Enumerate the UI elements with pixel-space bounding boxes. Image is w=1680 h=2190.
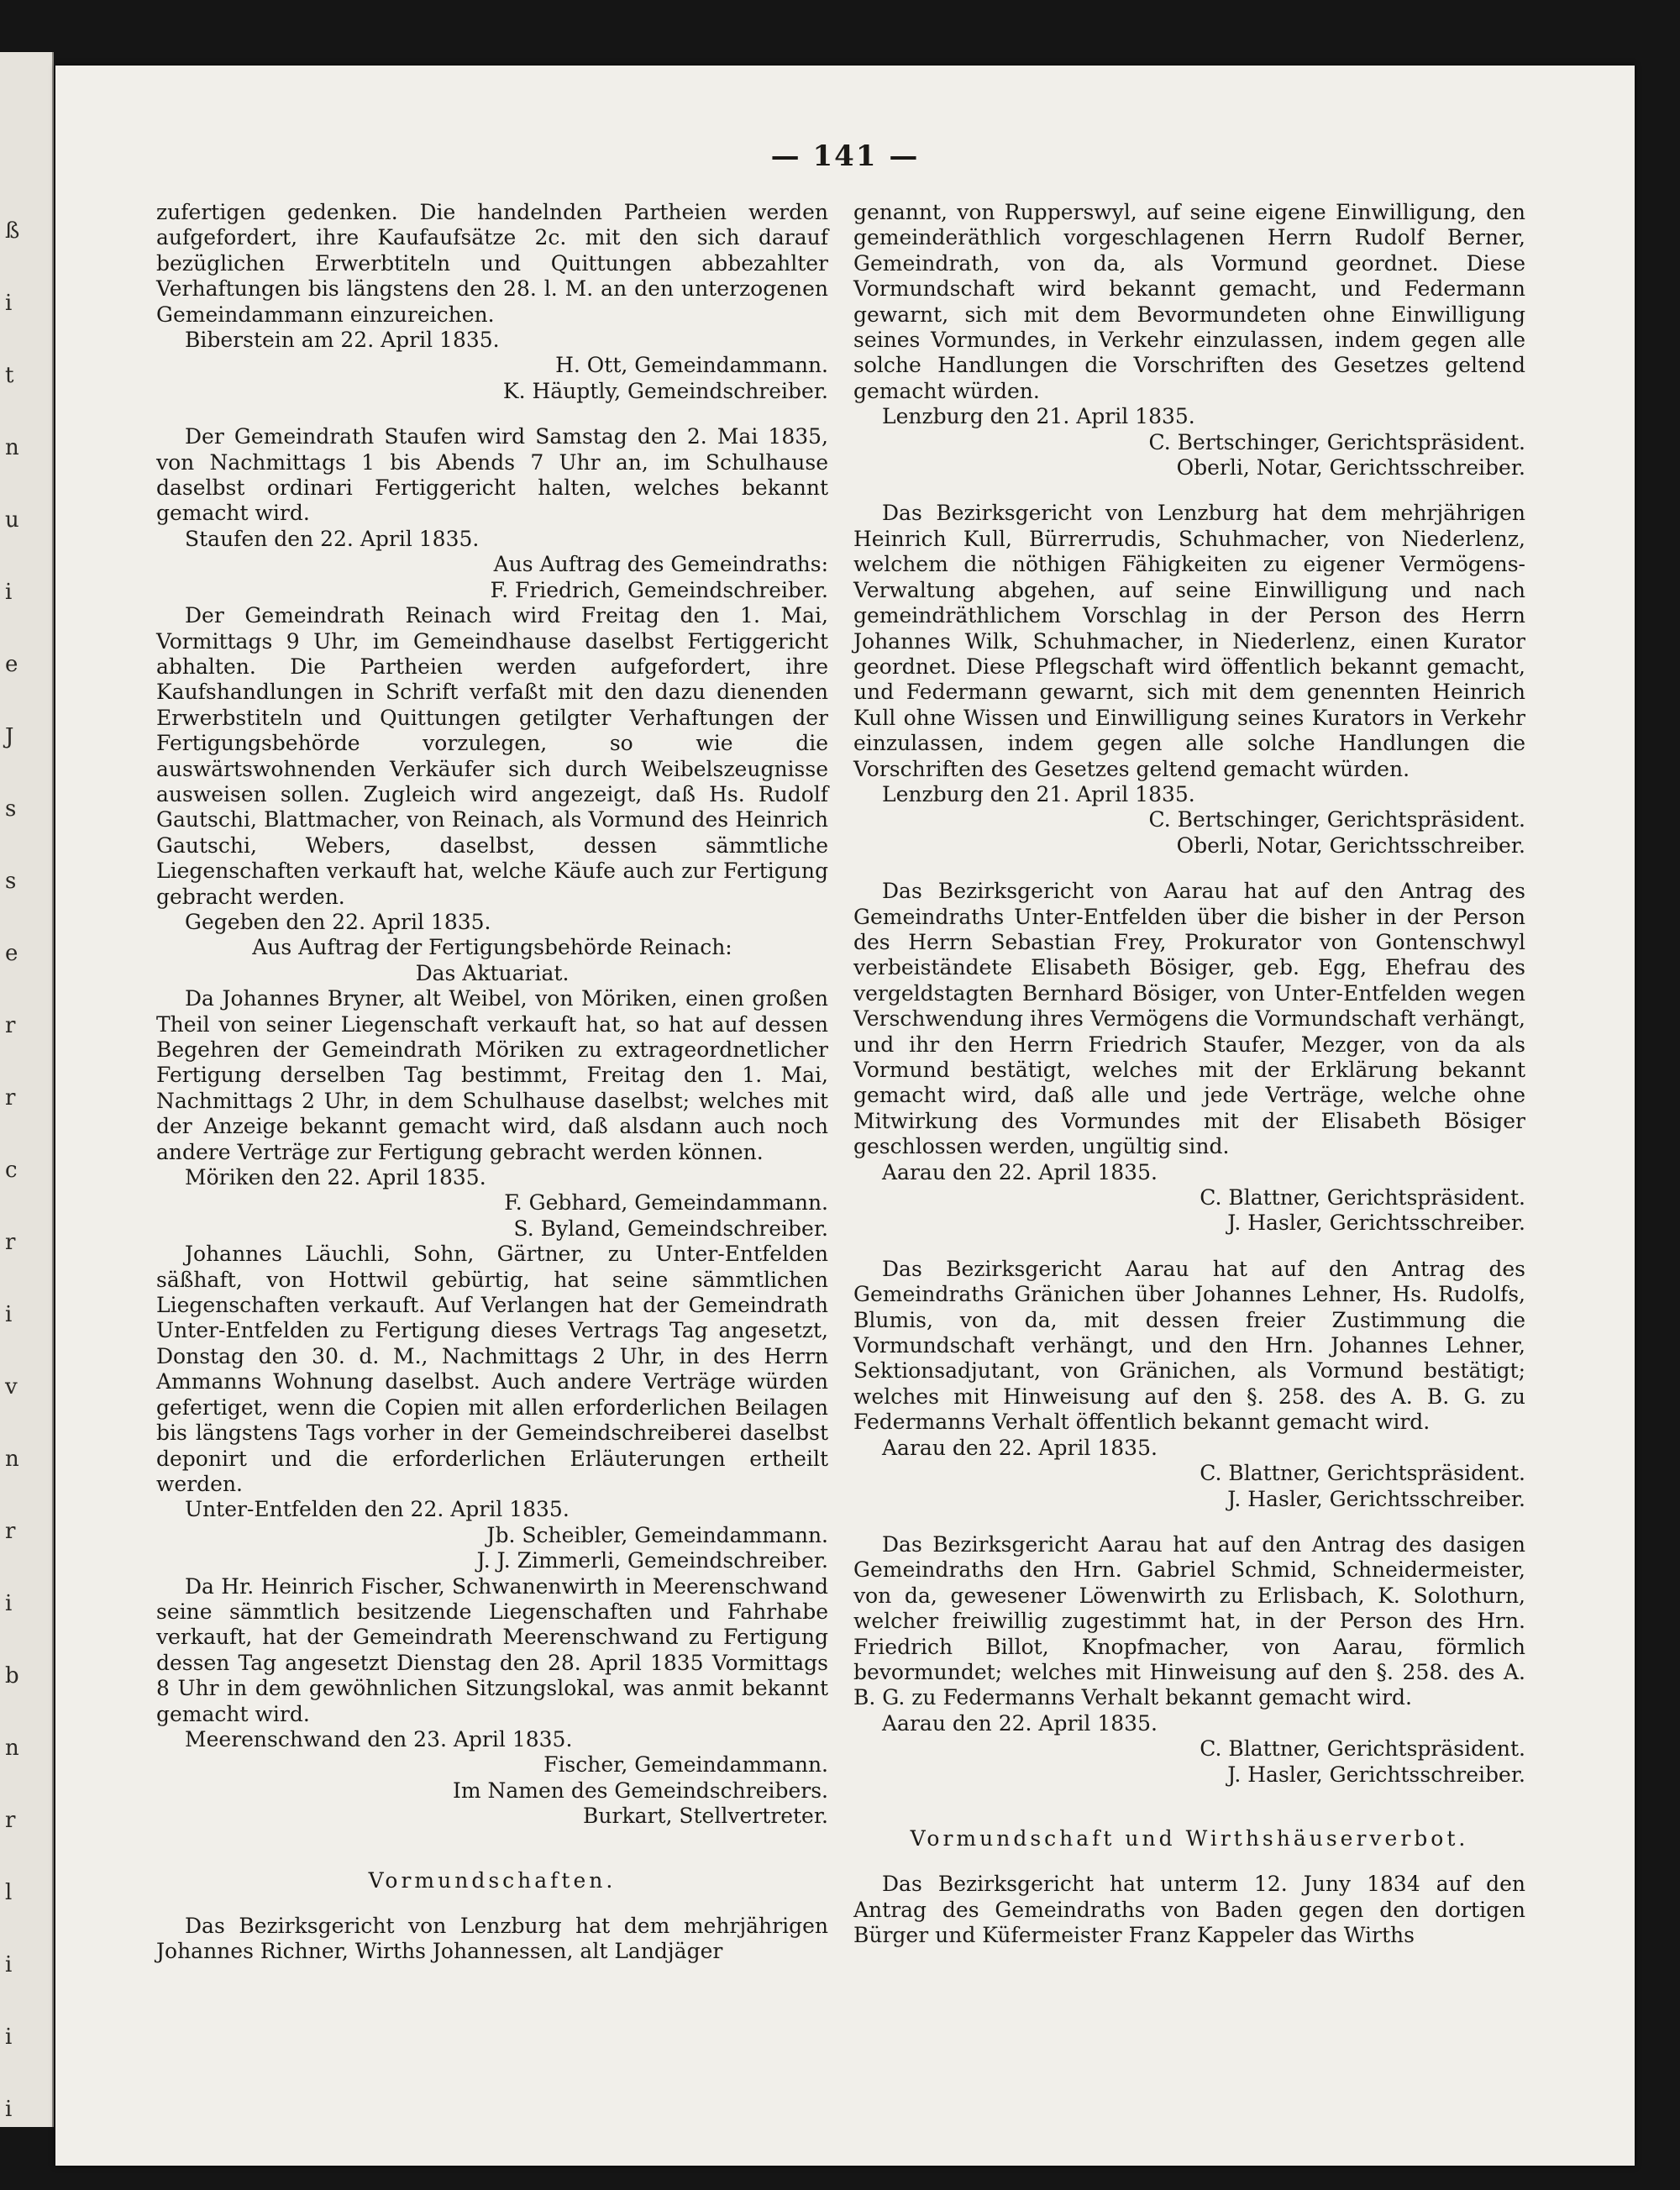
- spacer: [853, 1512, 1525, 1532]
- signature-line: Fischer, Gemeindammann.: [543, 1752, 828, 1778]
- paragraph: Das Bezirksgericht von Aarau hat auf den Antrag des Gemeindraths Unter-Entfelden über die bisher in der Person des Herrn Sebastian Frey, Prokurator von Gontenschwyl verbeiständete Elisabeth Bösiger, geb. Egg, Ehefrau des vergeldstagten Bernhard Bösiger, von Unter-Entfelden wegen Verschwendung ihres Vermögens die Vormundschaft verhängt, und ihr den Herrn Friedrich Staufer, Mezger, von da als Vormund bestätigt, welches mit der Erklärung bekannt gemacht wird, daß alle und jede Verträge, welche ohne Mitwirkung des Vormundes mit der Elisabeth Bösiger geschlossen werden, ungültig sind.: [853, 879, 1525, 1159]
- centered-line: Das Aktuariat.: [415, 960, 570, 985]
- spacer: [853, 1237, 1525, 1257]
- paragraph: Das Bezirksgericht hat unterm 12. Juny 1834 auf den Antrag des Gemeindraths von Baden gegen den dortigen Bürger und Küfermeister Franz Kappeler das Wirths: [853, 1872, 1525, 1948]
- paragraph: Der Gemeindrath Staufen wird Samstag den 2. Mai 1835, von Nachmittags 1 bis Abends 7 Uhr an, im Schulhause daselbst ordinari Fertiggericht halten, welches bekannt gemacht wird.: [156, 424, 828, 526]
- spacer: [156, 404, 828, 424]
- previous-page-fragment: r: [5, 1230, 16, 1255]
- dateline: Aarau den 22. April 1835.: [882, 1710, 1158, 1736]
- spacer: [156, 1830, 828, 1868]
- previous-page-fragment: v: [5, 1374, 18, 1400]
- spacer: [156, 1893, 828, 1914]
- signature-line: J. Hasler, Gerichtsschreiber.: [1227, 1486, 1525, 1511]
- paragraph: Da Johannes Bryner, alt Weibel, von Möriken, einen großen Theil von seiner Liegenschaft verkauft hat, so hat auf dessen Begehren der Gemeindrath Möriken zu extrageordnetlicher Fertigung derselben Tag bestimmt, Freitag den 1. Mai, Nachmittags 2 Uhr, in dem Schulhause daselbst; welches mit der Anzeige bekannt gemacht wird, daß alsdann auch noch andere Verträge zur Fertigung gebracht werden können.: [156, 986, 828, 1164]
- paragraph: Johannes Läuchli, Sohn, Gärtner, zu Unter-Entfelden säßhaft, von Hottwil gebürtig, hat seine sämmtlichen Liegenschaften verkauft. Auf Verlangen hat der Gemeindrath Unter-Entfelden zu Fertigung dieses Vertrags Tag angesetzt, Donstag den 30. d. M., Nachmittags 2 Uhr, in des Herrn Ammanns Wohnung daselbst. Auch andere Verträge würden gefertiget, wenn die Copien mit allen erforderlichen Beilagen bis längstens Tags vorher in der Gemeindschreiberei daselbst deponirt und die erforderlichen Erläuterungen ertheilt werden.: [156, 1242, 828, 1496]
- dateline: Aarau den 22. April 1835.: [882, 1159, 1158, 1184]
- dateline: Staufen den 22. April 1835.: [185, 526, 480, 551]
- signature-line: C. Blattner, Gerichtspräsident.: [1200, 1185, 1525, 1211]
- previous-page-fragment: r: [5, 1013, 16, 1038]
- paragraph: Das Bezirksgericht von Lenzburg hat dem mehrjährigen Heinrich Kull, Bürrerrudis, Schuhmacher, von Niederlenz, welchem die nöthigen Fähigkeiten zu eigener Vermögens-Verwaltung abgehen, auf seine Einwilligung und nach gemeindräthlichem Vorschlag in der Person des Herrn Johannes Wilk, Schuhmacher, in Niederlenz, einen Kurator geordnet. Diese Pflegschaft wird öffentlich bekannt gemacht, und Federmann gewarnt, sich mit dem genennten Heinrich Kull ohne Wissen und Einwilligung seines Kurators in Verkehr einzulassen, indem gegen alle solche Handlungen die Vorschriften des Gesetzes geltend gemacht würden.: [853, 501, 1525, 781]
- previous-page-fragment: i: [5, 580, 13, 605]
- signature-line: C. Blattner, Gerichtspräsident.: [1200, 1736, 1525, 1762]
- signature-line: F. Friedrich, Gemeindschreiber.: [490, 577, 828, 602]
- previous-page-fragment: b: [5, 1663, 19, 1688]
- previous-page-fragment: n: [5, 1447, 19, 1472]
- section-heading: Vormundschaften.: [368, 1867, 617, 1893]
- previous-page-edge: [0, 52, 54, 2127]
- spacer: [853, 859, 1525, 879]
- signature-line: H. Ott, Gemeindammann.: [555, 353, 828, 378]
- section-heading: Vormundschaft und Wirthshäuserverbot.: [910, 1825, 1469, 1851]
- previous-page-fragment: c: [5, 1158, 18, 1183]
- paragraph: Da Hr. Heinrich Fischer, Schwanenwirth in Meerenschwand seine sämmtlich besitzende Liegenschaften und Fahrhabe verkauft, hat der Gemeindrath Meerenschwand zu Fertigung dessen Tag angesetzt Dienstag den 28. April 1835 Vormittags 8 Uhr in dem gewöhnlichen Sitzungslokal, was anmit bekannt gemacht wird.: [156, 1573, 828, 1726]
- signature-line: J. Hasler, Gerichtsschreiber.: [1227, 1762, 1525, 1787]
- signature-line: Jb. Scheibler, Gemeindammann.: [486, 1522, 828, 1547]
- signature-line: F. Gebhard, Gemeindammann.: [504, 1190, 828, 1216]
- dateline: Lenzburg den 21. April 1835.: [882, 404, 1195, 429]
- signature-line: Im Namen des Gemeindschreibers.: [453, 1778, 828, 1803]
- dateline: Biberstein am 22. April 1835.: [185, 328, 500, 353]
- signature-line: K. Häuptly, Gemeindschreiber.: [502, 378, 828, 403]
- paragraph: zufertigen gedenken. Die handelnden Partheien werden aufgefordert, ihre Kaufaufsätze 2c. mit den sich darauf bezüglichen Erwerbtiteln und Quittungen abbezahlter Verhaftungen bis längstens den 28. l. M. an den unterzogenen Gemeindammann einzureichen.: [156, 200, 828, 327]
- signature-line: S. Byland, Gemeindschreiber.: [513, 1216, 828, 1241]
- previous-page-fragment: s: [5, 796, 17, 822]
- centered-line: Aus Auftrag der Fertigungsbehörde Reinach:: [252, 935, 732, 960]
- signature-line: J. J. Zimmerli, Gemeindschreiber.: [476, 1548, 828, 1573]
- signature-line: C. Bertschinger, Gerichtspräsident.: [1148, 429, 1525, 454]
- previous-page-fragment: r: [5, 1085, 16, 1111]
- spacer: [853, 481, 1525, 501]
- previous-page-fragment: e: [5, 652, 18, 677]
- dateline: Unter-Entfelden den 22. April 1835.: [185, 1497, 570, 1522]
- signature-line: Aus Auftrag des Gemeindraths:: [493, 552, 828, 577]
- previous-page-fragment: i: [5, 2025, 13, 2050]
- previous-page-fragment: n: [5, 1736, 19, 1761]
- newspaper-page: [55, 66, 1635, 2166]
- previous-page-fragment: e: [5, 941, 18, 966]
- dateline: Möriken den 22. April 1835.: [185, 1165, 486, 1190]
- page-number: — 141 —: [770, 139, 920, 173]
- signature-line: C. Bertschinger, Gerichtspräsident.: [1148, 807, 1525, 832]
- spacer: [853, 1851, 1525, 1872]
- previous-page-fragment: r: [5, 1808, 16, 1833]
- paragraph: Das Bezirksgericht von Lenzburg hat dem mehrjährigen Johannes Richner, Wirths Johannessen, alt Landjäger: [156, 1914, 828, 1964]
- paragraph: genannt, von Rupperswyl, auf seine eigene Einwilligung, den gemeinderäthlich vorgeschlagenen Herrn Rudolf Berner, Gemeindrath, von da, als Vormund geordnet. Diese Vormundschaft wird bekannt gemacht, und Federmann gewarnt, sich mit dem Bevormundeten ohne Einwilligung seines Vormundes, in Verkehr einzulassen, indem gegen alle solche Handlungen die Vorschriften des Gesetzes geltend gemacht würden.: [853, 200, 1525, 403]
- previous-page-fragment: i: [5, 1591, 13, 1616]
- dateline: Aarau den 22. April 1835.: [882, 1435, 1158, 1460]
- previous-page-fragment: r: [5, 1519, 16, 1544]
- previous-page-fragment: ß: [5, 218, 20, 244]
- previous-page-fragment: l: [5, 1880, 13, 1905]
- previous-page-fragment: J: [5, 724, 14, 749]
- dateline: Gegeben den 22. April 1835.: [185, 909, 491, 934]
- signature-line: Oberli, Notar, Gerichtsschreiber.: [1176, 832, 1525, 858]
- previous-page-fragment: i: [5, 1952, 13, 1977]
- previous-page-fragment: s: [5, 869, 17, 894]
- dateline: Lenzburg den 21. April 1835.: [882, 781, 1195, 806]
- left-column: [156, 200, 828, 1965]
- signature-line: C. Blattner, Gerichtspräsident.: [1200, 1461, 1525, 1486]
- previous-page-fragment: i: [5, 2097, 13, 2122]
- signature-line: Burkart, Stellvertreter.: [583, 1804, 828, 1829]
- previous-page-fragment: t: [5, 363, 14, 388]
- spacer: [853, 1788, 1525, 1826]
- previous-page-fragment: i: [5, 1302, 13, 1327]
- paragraph: Der Gemeindrath Reinach wird Freitag den 1. Mai, Vormittags 9 Uhr, im Gemeindhause daselbst Fertiggericht abhalten. Die Partheien werden aufgefordert, ihre Kaufshandlungen in Schrift verfaßt mit den dazu dienenden Erwerbstiteln und Quittungen getilgter Verhaftungen der Fertigungsbehörde vorzulegen, so wie die auswärtswohnenden Verkäufer sich durch Weibelszeugnisse ausweisen sollen. Zugleich wird angezeigt, daß Hs. Rudolf Gautschi, Blattmacher, von Reinach, als Vormund des Heinrich Gautschi, Webers, daselbst, dessen sämmtliche Liegenschaften verkauft hat, welche Käufe auch zur Fertigung gebracht werden.: [156, 603, 828, 909]
- previous-page-fragment: u: [5, 507, 19, 533]
- paragraph: Das Bezirksgericht Aarau hat auf den Antrag des Gemeindraths Gränichen über Johannes Lehner, Hs. Rudolfs, Blumis, von da, mit dessen freier Zustimmung die Vormundschaft verhängt, und den Hrn. Johannes Lehner, Sektionsadjutant, von Gränichen, als Vormund bestätigt; welches mit Hinweisung auf den §. 258. des A. B. G. zu Federmanns Verhalt öffentlich bekannt gemacht wird.: [853, 1256, 1525, 1435]
- previous-page-fragment: n: [5, 435, 19, 460]
- signature-line: J. Hasler, Gerichtsschreiber.: [1227, 1211, 1525, 1236]
- previous-page-fragment: i: [5, 291, 13, 316]
- dateline: Meerenschwand den 23. April 1835.: [185, 1726, 573, 1751]
- signature-line: Oberli, Notar, Gerichtsschreiber.: [1176, 455, 1525, 481]
- paragraph: Das Bezirksgericht Aarau hat auf den Antrag des dasigen Gemeindraths den Hrn. Gabriel Schmid, Schneidermeister, von da, gewesener Löwenwirth zu Erlisbach, K. Solothurn, welcher freiwillig zugestimmt hat, in der Person des Hrn. Friedrich Billot, Knopfmacher, von Aarau, förmlich bevormundet; welches mit Hinweisung auf den §. 258. des A. B. G. zu Federmanns Verhalt bekannt gemacht wird.: [853, 1531, 1525, 1710]
- right-column: [853, 200, 1525, 1949]
